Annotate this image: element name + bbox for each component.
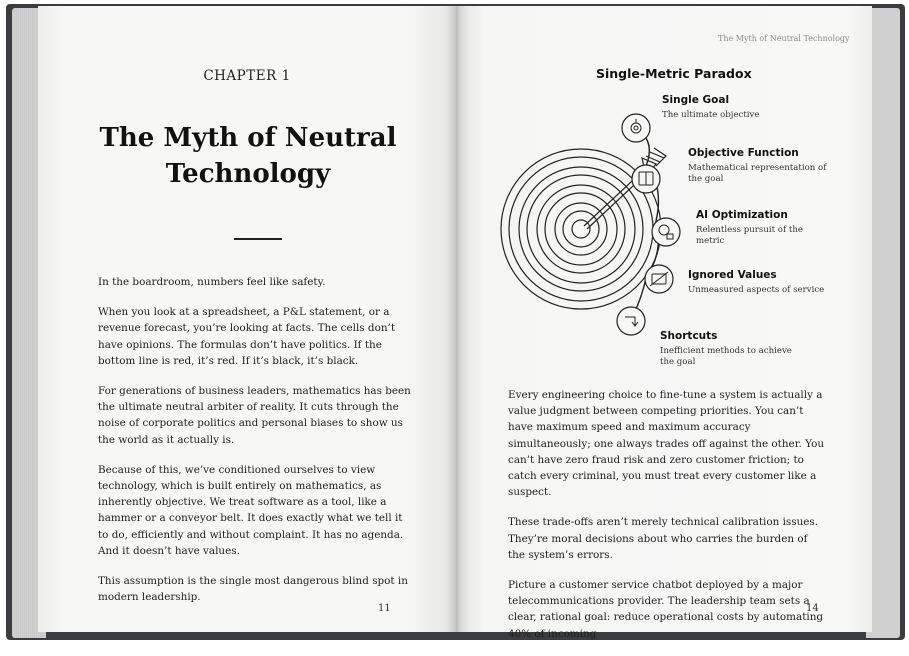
step-shortcuts (660, 330, 795, 368)
left-page (38, 6, 456, 632)
step-heading: Single Goal (662, 94, 730, 106)
target-icon (622, 114, 650, 142)
step-heading: Ignored Values (688, 269, 777, 281)
chapter-label: CHAPTER 1 (203, 68, 291, 84)
step-objective-function (688, 147, 838, 185)
chapter-title-line-2: Technology (165, 159, 331, 189)
paragraph: Every engineering choice to fine-tune a system is actually a value judgment between competing priorities. You can’t have maximum speed and maximum accuracy simultaneously; one always trades off against the other. You can’t have zero fraud risk and zero customer friction; to catch every criminal, you must treat every customer like a suspect. (508, 389, 825, 499)
step-heading: Shortcuts (660, 330, 718, 342)
step-ai-optimization (696, 209, 826, 247)
paragraph: For generations of business leaders, mathematics has been the ultimate neutral arbiter of reality. It cuts through the noise of corporate politics and personal biases to show us the world as it actually is. (98, 385, 411, 446)
paragraph: In the boardroom, numbers feel like safety. (98, 276, 326, 288)
step-heading: AI Optimization (696, 209, 788, 221)
left-page-number: 11 (378, 603, 391, 614)
diagram-title: Single-Metric Paradox (596, 66, 752, 81)
step-description: Relentless pursuit of the metric (696, 225, 803, 246)
paragraph: This assumption is the single most dangerous blind spot in modern leadership. (98, 575, 408, 604)
right-page (456, 6, 872, 640)
paragraph: Because of this, we’ve conditioned ourselves to view technology, which is built entirely on mathematics, as inherently objective. We treat software as a tool, like a hammer or a conveyor belt. It does exactly what we tell it to do, efficiently and without complaint. It has no agenda. And it doesn’t have values. (98, 463, 404, 557)
left-body-text (98, 274, 414, 619)
book-gutter (446, 6, 468, 632)
chapter-title-line-1: The Myth of Neutral (99, 123, 397, 153)
paragraph: Picture a customer service chatbot deployed by a major telecommunications provider. The leadership team sets a clear, rational goal: reduce operational costs by automating 40% of incoming (508, 579, 824, 640)
step-heading: Objective Function (688, 147, 799, 159)
step-ignored-values (688, 269, 828, 296)
paragraph: These trade-offs aren’t merely technical calibration issues. They’re moral decisions about who carries the burden of the system’s errors. (508, 516, 819, 561)
chapter-title (78, 120, 418, 192)
right-page-number: 14 (806, 603, 819, 614)
paragraph: When you look at a spreadsheet, a P&L statement, or a revenue forecast, you’re looking at facts. The cells don’t have opinions. The formulas don’t have politics. If the bottom line is red, it’s red. If it’s black, it’s black. (98, 306, 396, 367)
gear-lock-icon (652, 218, 680, 246)
shortcut-arrow-icon (617, 307, 645, 335)
title-divider (234, 238, 282, 240)
running-head: The Myth of Neutral Technology (718, 34, 850, 43)
right-body-text (508, 387, 826, 656)
step-description: The ultimate objective (662, 110, 760, 120)
step-description: Inefficient methods to achieve the goal (660, 346, 792, 367)
single-metric-diagram (496, 86, 856, 386)
step-description: Mathematical representation of the goal (688, 163, 827, 184)
step-description: Unmeasured aspects of service (688, 285, 825, 295)
step-single-goal (662, 94, 812, 121)
